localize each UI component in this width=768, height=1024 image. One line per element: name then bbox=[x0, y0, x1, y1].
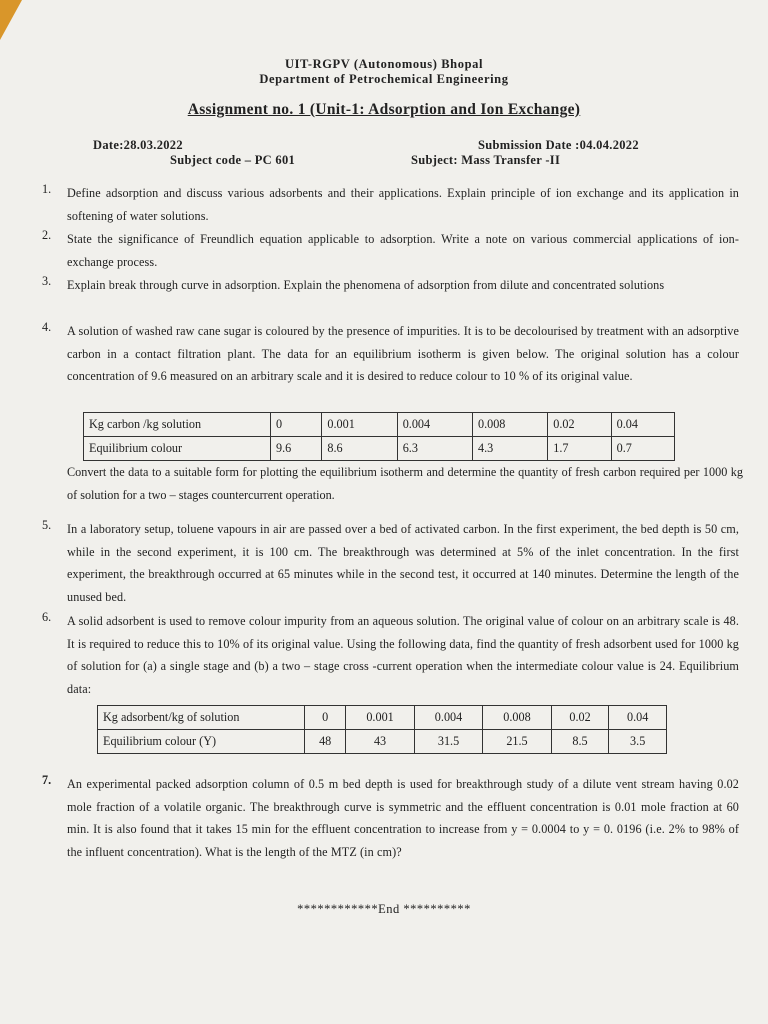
table-cell: 48 bbox=[305, 730, 346, 754]
table-cell: 1.7 bbox=[548, 437, 611, 461]
table-row bbox=[84, 413, 675, 437]
table-label: Equilibrium colour (Y) bbox=[98, 730, 305, 754]
table-cell: 0.02 bbox=[548, 413, 611, 437]
question-4-followup: Convert the data to a suitable form for plotting the equilibrium isotherm and determine the quantity of fresh carbon required per 1000 kg of solution for a two – stages countercurrent operation. bbox=[67, 465, 743, 502]
question-number: 3. bbox=[42, 274, 52, 288]
table-cell: 0.004 bbox=[414, 706, 482, 730]
table-cell: 0 bbox=[271, 413, 322, 437]
table-cell: 4.3 bbox=[472, 437, 547, 461]
assignment-title: Assignment no. 1 (Unit-1: Adsorption and Ion Exchange) bbox=[187, 101, 581, 118]
table-row bbox=[98, 706, 667, 730]
table-cell: 8.5 bbox=[551, 730, 609, 754]
table-cell: 0.001 bbox=[322, 413, 397, 437]
table-cell: 0.001 bbox=[346, 706, 414, 730]
table-cell: 8.6 bbox=[322, 437, 397, 461]
table-cell: 0.008 bbox=[472, 413, 547, 437]
table-cell: 0.04 bbox=[611, 413, 674, 437]
table-row bbox=[98, 730, 667, 754]
table-cell: 3.5 bbox=[609, 730, 667, 754]
department-name: Department of Petrochemical Engineering bbox=[259, 72, 509, 86]
table-row bbox=[84, 437, 675, 461]
subject-code: Subject code – PC 601 bbox=[170, 153, 296, 167]
table-cell: 31.5 bbox=[414, 730, 482, 754]
corner-mark bbox=[0, 0, 22, 40]
subject-name: Subject: Mass Transfer -II bbox=[411, 153, 561, 167]
question-number: 1. bbox=[42, 182, 52, 196]
institute-name: UIT-RGPV (Autonomous) Bhopal bbox=[284, 57, 484, 71]
table-cell: 9.6 bbox=[271, 437, 322, 461]
table-cell: 0.04 bbox=[609, 706, 667, 730]
question-6-text: A solid adsorbent is used to remove colour impurity from an aqueous solution. The original value of colour on an arbitrary scale is 48. It is required to reduce this to 10% of its original value. Using the following data, find the quantity of fresh adsorbent used for 1000 kg of solution for (a) a single stage and (b) a two – stage cross -current operation when the intermediate colour value is 24. Equilibrium data: bbox=[67, 614, 739, 696]
equilibrium-table-q6 bbox=[97, 705, 667, 754]
submission-date: Submission Date :04.04.2022 bbox=[478, 138, 639, 152]
question-7-text: An experimental packed adsorption column of 0.5 m bed depth is used for breakthrough study of a dilute vent stream having 0.02 mole fraction of a volatile organic. The breakthrough curve is symmetric and the effluent concentration is 0.01 mole fraction at 60 min. It is also found that it takes 15 min for the effluent concentration to increase from y = 0.0004 to y = 0. 0196 (i.e. 2% to 98% of the influent concentration). What is the length of the MTZ (in cm)? bbox=[67, 777, 739, 859]
question-number: 7. bbox=[42, 773, 52, 787]
question-4-text: A solution of washed raw cane sugar is coloured by the presence of impurities. It is to be decolourised by treatment with an adsorptive carbon in a contact filtration plant. The data for an equilibrium isotherm is given below. The original solution has a colour concentration of 9.6 measured on an arbitrary scale and it is desired to reduce colour to 10 % of its original value. bbox=[67, 324, 739, 383]
table-cell: 0.02 bbox=[551, 706, 609, 730]
question-2-text: State the significance of Freundlich equation applicable to adsorption. Write a note on various commercial applications of ion-exchange process. bbox=[67, 232, 739, 269]
isotherm-table-q4 bbox=[83, 412, 675, 461]
question-number: 2. bbox=[42, 228, 52, 242]
table-cell: 0.008 bbox=[483, 706, 551, 730]
table-cell: 43 bbox=[346, 730, 414, 754]
question-1-text: Define adsorption and discuss various adsorbents and their applications. Explain principle of ion exchange and its application in softening of water solutions. bbox=[67, 186, 739, 223]
table-label: Kg adsorbent/kg of solution bbox=[98, 706, 305, 730]
question-number: 5. bbox=[42, 518, 52, 532]
question-number: 4. bbox=[42, 320, 52, 334]
question-3-text: Explain break through curve in adsorption. Explain the phenomena of adsorption from dilute and concentrated solutions bbox=[67, 278, 665, 292]
assignment-date: Date:28.03.2022 bbox=[93, 138, 183, 152]
table-cell: 6.3 bbox=[397, 437, 472, 461]
table-cell: 0.004 bbox=[397, 413, 472, 437]
question-5-text: In a laboratory setup, toluene vapours in air are passed over a bed of activated carbon. In the first experiment, the bed depth is 50 cm, while in the second experiment, it is 100 cm. The breakthrough was determined at 5% of the inlet concentration. In the first experiment, the breakthrough occurred at 65 minutes while in the second test, it occurred at 140 minutes. Determine the length of the unused bed. bbox=[67, 522, 739, 604]
table-label: Kg carbon /kg solution bbox=[84, 413, 271, 437]
table-cell: 0 bbox=[305, 706, 346, 730]
table-cell: 21.5 bbox=[483, 730, 551, 754]
table-label: Equilibrium colour bbox=[84, 437, 271, 461]
end-marker: ************End ********** bbox=[297, 902, 471, 916]
question-number: 6. bbox=[42, 610, 52, 624]
table-cell: 0.7 bbox=[611, 437, 674, 461]
